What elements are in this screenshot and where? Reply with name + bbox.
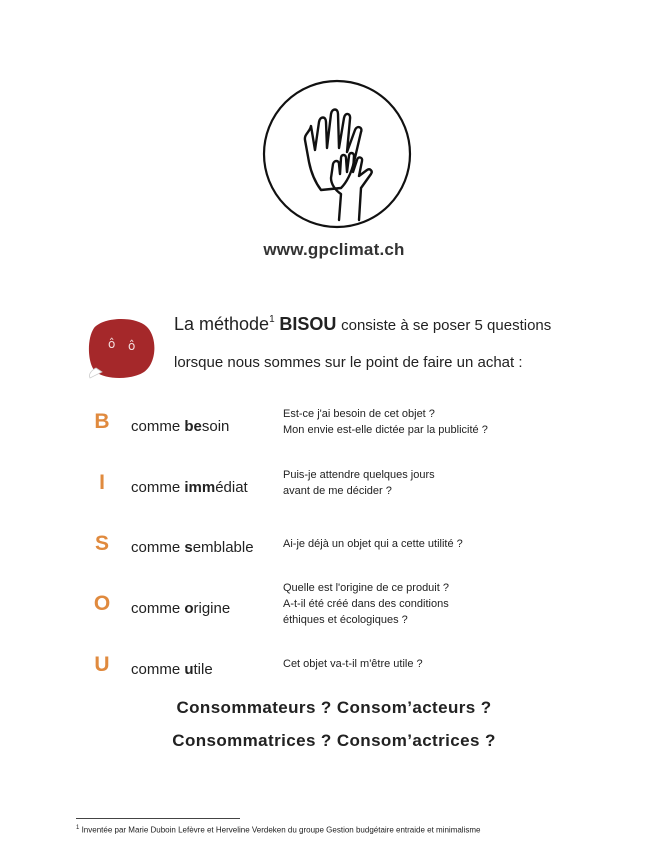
letter-u: U — [94, 653, 110, 676]
questions-b — [283, 406, 488, 438]
intro-footnote-mark: 1 — [269, 314, 275, 326]
word-prefix: comme — [131, 418, 185, 435]
closing-line-1: Consommateurs ? Consom’acteurs ? — [176, 698, 492, 717]
question: Puis-je attendre quelques jours — [283, 469, 435, 481]
question: éthiques et écologiques ? — [283, 614, 408, 626]
mascot-right-eye: ô — [128, 339, 136, 353]
mascot-left-eye: ô — [108, 337, 116, 351]
word-rest: emblable — [192, 539, 254, 556]
footnote-text: Inventée par Marie Duboin Lefèvre et Herveline Verdeken du groupe Gestion budgétaire entraide et minimalisme — [81, 825, 481, 835]
intro-prefix: La méthode — [174, 314, 270, 334]
footnote-divider — [76, 818, 240, 819]
footnote-mark: 1 — [76, 825, 80, 831]
mascot-icon — [86, 318, 156, 380]
word-bold: imm — [184, 479, 216, 496]
word-prefix: comme — [131, 539, 185, 556]
mascot-blob — [86, 318, 156, 380]
letter-s: S — [94, 532, 109, 555]
letter-o: O — [93, 592, 111, 615]
word-rest: soin — [201, 418, 230, 435]
closing-line-2: Consommatrices ? Consom’actrices ? — [172, 731, 496, 750]
intro-line-1 — [174, 314, 551, 335]
intro-suffix: consiste à se poser 5 questions — [341, 317, 552, 334]
letter-b: B — [94, 410, 110, 433]
question: A-t-il été créé dans des conditions — [283, 598, 449, 610]
word-immediat — [131, 479, 248, 496]
question: Quelle est l'origine de ce produit ? — [283, 582, 449, 594]
word-prefix: comme — [131, 661, 185, 678]
hands-logo — [261, 78, 413, 230]
footnote — [76, 825, 480, 835]
word-origine — [131, 600, 230, 617]
word-bold: o — [184, 600, 194, 617]
question: Cet objet va-t-il m'être utile ? — [283, 658, 423, 670]
question: Est-ce j'ai besoin de cet objet ? — [283, 408, 435, 420]
question: avant de me décider ? — [283, 485, 392, 497]
word-rest: tile — [193, 661, 213, 678]
website-url: www.gpclimat.ch — [263, 240, 405, 259]
word-rest: édiat — [215, 479, 248, 496]
word-semblable — [131, 539, 254, 556]
questions-o — [283, 580, 449, 628]
questions-s — [283, 536, 463, 552]
questions-u — [283, 656, 423, 672]
word-besoin — [131, 418, 229, 435]
intro-line-2: lorsque nous sommes sur le point de faire un achat : — [174, 354, 523, 371]
word-utile — [131, 661, 213, 678]
word-rest: rigine — [193, 600, 231, 617]
letter-i: I — [99, 471, 105, 494]
hands-logo-icon — [261, 78, 413, 230]
question: Ai-je déjà un objet qui a cette utilité ? — [283, 538, 463, 550]
word-prefix: comme — [131, 600, 185, 617]
word-bold: s — [184, 539, 193, 556]
questions-i — [283, 467, 435, 499]
word-prefix: comme — [131, 479, 185, 496]
word-bold: u — [184, 661, 194, 678]
intro-bisou: BISOU — [279, 314, 337, 334]
question: Mon envie est-elle dictée par la publicité ? — [283, 424, 488, 436]
word-bold: be — [184, 418, 202, 435]
